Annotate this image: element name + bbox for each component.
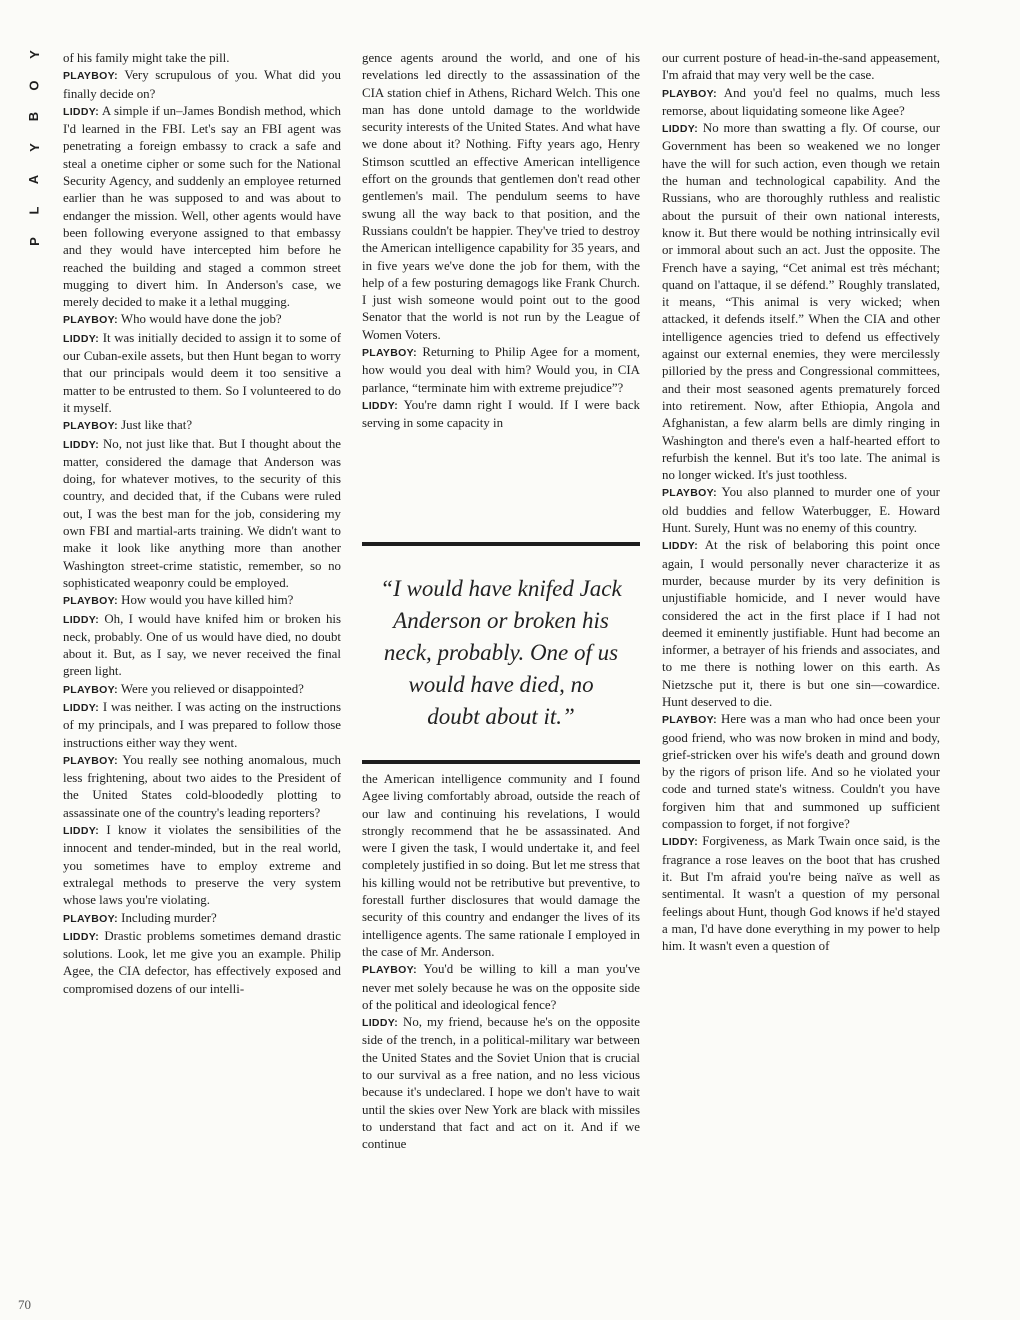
masthead-letter: L [26,206,42,215]
paragraph [362,1014,640,1153]
paragraph-text: of his family might take the pill. [63,51,230,65]
masthead-letter: P [26,237,42,246]
paragraph [63,910,341,928]
speaker-label: PLAYBOY: [662,87,717,100]
paragraph [63,436,341,593]
paragraph-text: Were you relieved or disappointed? [120,681,304,696]
speaker-label: PLAYBOY: [63,70,118,83]
paragraph [63,330,341,417]
speaker-label: PLAYBOY: [362,347,417,360]
paragraph-text: Very scrupulous of you. What did you finally decide on? [63,68,341,101]
speaker-label: LIDDY: [63,701,100,714]
paragraph [662,85,940,121]
paragraph-text: You're damn right I would. If I were back serving in some capacity in [362,397,640,431]
paragraph-text: the American intelligence community and I found Agee living comfortably abroad, outside the reach of our law and continuing his revelations, I would strongly recommend that he be assassinated. And were I given the task, I would undertake it, and feel completely justified in so doing. But let me stress that his killing would not be retributive but preventive, to forestall further disclosures that would damage the security of this country and endanger the lives of its intelligence agents. The same rationale I employed in the case of Mr. Anderson. [362,772,640,959]
paragraph-text: Oh, I would have knifed him or broken his neck, probably. One of us would have died, no doubt about it. But, as I say, we never received the final green light. [63,611,341,679]
paragraph [63,699,341,752]
speaker-label: LIDDY: [662,123,699,136]
speaker-label: LIDDY: [662,540,699,553]
paragraph [362,961,640,1014]
paragraph-text: No, not just like that. But I thought about the matter, considered the damage that Anderson was doing, for whatever motives, to the security of this country, and decided that, if the Cubans were ruled out, I was the best man for the job, considering my own FBI and martial-arts training. We didn't want to make it look like anything more than another Washington street-crime statistic, remember, so no sophisticated weaponry could be employed. [63,436,341,590]
speaker-label: PLAYBOY: [63,683,118,696]
paragraph-text: A simple if un–James Bondish method, which I'd learned in the FBI. Let's say an FBI agent was penetrating a foreign embassy to crack a safe and steal a onetime cipher or some such for the National Security Agency, and suddenly an employee returned earlier than he was supposed to and was about to endanger the mission. Well, other agents would have been following everyone assigned to that embassy and they would have intercepted him before he reached the building and staged a common street mugging to divert him. In Anderson's case, we merely decided to make it a lethal mugging. [63,103,341,310]
paragraph [63,752,341,822]
speaker-label: LIDDY: [63,332,100,345]
paragraph-text: And you'd feel no qualms, much less remorse, about liquidating someone like Agee? [662,85,940,118]
speaker-label: LIDDY: [63,438,100,451]
paragraph-text: I was neither. I was acting on the instructions of my principals, and I was prepared to follow those instructions either way they went. [63,699,341,750]
paragraph [662,50,940,85]
paragraph [662,711,940,833]
paragraph-text: Just like that? [121,418,193,433]
paragraph-text: How would you have killed him? [121,593,294,608]
speaker-label: LIDDY: [662,836,699,849]
paragraph-text: You'd be willing to kill a man you've never met solely because he was on the opposite side of the political and ideological fence? [362,962,640,1012]
masthead-letter: B [26,112,42,122]
paragraph-text: It was initially decided to assign it to some of our Cuban-exile assets, but then Hunt began to worry that our principals would deem it too sensitive a matter to be entrusted to them. So I volunteered to do it myself. [63,330,341,415]
paragraph [63,417,341,435]
paragraph-text: our current posture of head-in-the-sand appeasement, I'm afraid that may very well be the case. [662,51,940,83]
speaker-label: PLAYBOY: [63,595,118,608]
paragraph-text: No, my friend, because he's on the opposite side of the trench, in a political-military war between the United States and the Soviet Union that is crucial to our survival as a free nation, and no less vicious because it's undeclared. I hope we don't have to wait until the skies over New York are black with missiles to understand that fact and act on it. And if we continue [362,1015,640,1152]
paragraph-text: gence agents around the world, and one of his revelations led directly to the assassination of the CIA station chief in Athens, Richard Welch. This one man has done untold damage to the worldwide security interests of the United States. And what have we done about it? Nothing. Fifty years ago, Henry Stimson scuttled an effective American intelligence effort on the grounds that gentlemen don't read other gentlemen's mail. The pendulum seems to have swung all the way back to that position, and the Russians couldn't be happier. They've tried to destroy the American intelligence capability for 35 years, and in five years we've done the job for them, with the help of a few posturing demagogs like Frank Church. I just wish someone would point out to the good Senator that the world is not run by the League of Women Voters. [362,51,640,342]
paragraph-text: Forgiveness, as Mark Twain once said, is the fragrance a rose leaves on the boot that has crushed it. But I'm afraid you're being naïve as well as sentimental. It wasn't a question of my personal feelings about Hunt, though God knows if he'd stayed a man, I'd have done everything in my power to help him. It wasn't even a question of [662,834,940,954]
speaker-label: PLAYBOY: [63,912,118,925]
speaker-label: LIDDY: [362,399,399,412]
pull-quote-text: “I would have knifed Jack Anderson or broken his neck, probably. One of us would have died, no doubt about it.” [380,576,622,729]
paragraph [63,611,341,681]
playboy-masthead [20,48,48,248]
paragraph [63,928,341,998]
article-column-1 [63,50,341,1315]
speaker-label: PLAYBOY: [63,754,118,767]
speaker-label: LIDDY: [63,825,100,838]
paragraph [662,120,940,484]
paragraph [63,67,341,103]
paragraph-text: Drastic problems sometimes demand drastic solutions. Look, let me give you an example. Philip Agee, the CIA defector, has effectively exposed and compromised dozens of our intelli- [63,928,341,996]
paragraph [63,103,341,312]
paragraph [362,50,640,344]
paragraph [662,537,940,711]
paragraph [63,822,341,909]
paragraph [63,592,341,610]
paragraph [63,681,341,699]
paragraph [362,397,640,433]
paragraph-text: Returning to Philip Agee for a moment, how would you deal with him? Would you, in CIA parlance, “terminate him with extreme prejudice”? [362,345,640,395]
paragraph-text: Here was a man who had once been your good friend, who was now broken in mind and body, grief-stricken over his wife's death and ground down by the rigors of prison life. And so he violated your code and turned state's witness. Couldn't you have forgiven him that and summoned up sufficient compassion to forget, if not forgive? [662,712,940,832]
masthead-letter: O [26,80,42,91]
paragraph-text: Who would have done the job? [120,312,282,327]
paragraph [662,833,940,955]
article-column-2-bottom [362,771,640,1315]
speaker-label: LIDDY: [63,105,100,118]
paragraph-text: No more than swatting a fly. Of course, our Government has been so weakened we no longer have the will for such action, even though we retain the human and technological capability. And the Russians, who are thoroughly ruthless and realistic about the pursuit of their own national interests, know it. But there would be nothing intrinsically evil or immoral about such an act. Just the opposite. The French have a saying, “Cet animal est très méchant; quand on l'attaque, il se défend.” Roughly translated, it means, “This animal is very wicked; when attacked, it defends itself.” When the CIA and other intelligence agencies tried to defend us effectively against our external enemies, they were mercilessly pilloried by the press and Congressional committees, and their most seasoned agents prematurely forced into retirement. Now, after Ethiopia, Angola and Afghanistan, a few alarm bells are dimly ringing in Washington and there's even a half-hearted effort to refurbish the kennel. But it's too late. The animal is no longer wicked. It's just toothless. [662,121,940,483]
masthead-letter: Y [26,50,42,59]
paragraph [362,771,640,961]
speaker-label: LIDDY: [362,1017,399,1030]
paragraph [63,50,341,67]
speaker-label: PLAYBOY: [662,487,717,500]
paragraph-text: You also planned to murder one of your old buddies and fellow Waterbugger, E. Howard Hunt. Surely, Hunt was no enemy of this country. [662,485,940,536]
page-number: 70 [18,1297,31,1312]
paragraph [63,311,341,329]
paragraph-text: You really see nothing anomalous, much less frightening, about two aides to the President of the United States cold-bloodedly plotting to assassinate one of the country's leading reporters? [63,752,341,820]
masthead-letter: A [26,174,42,184]
paragraph-text: At the risk of belaboring this point once again, I would personally never characterize it as murder, because murder by its very definition is unjustifiable homicide, and I never would have considered the act in the first place if I had not deemed it eminently justifiable. Hunt had become an informer, a betrayer of his friends and associates, and to me there is nothing lower on this earth. As Nietzsche put it, there is but one sin—cowardice. Hunt deserved to die. [662,538,940,709]
speaker-label: LIDDY: [63,930,100,943]
masthead-letter: Y [26,143,42,153]
speaker-label: PLAYBOY: [362,964,417,977]
article-column-3 [662,50,940,1315]
speaker-label: PLAYBOY: [63,420,118,433]
pull-quote [362,542,640,764]
speaker-label: LIDDY: [63,613,100,626]
paragraph-text: I know it violates the sensibilities of the innocent and tender-minded, but in the real world, you sometimes have to employ extreme and extralegal methods to preserve the very system whose laws you're violating. [63,823,341,908]
paragraph [362,344,640,397]
speaker-label: PLAYBOY: [662,714,717,727]
paragraph-text: Including murder? [121,910,217,925]
speaker-label: PLAYBOY: [63,314,118,327]
paragraph [662,484,940,537]
